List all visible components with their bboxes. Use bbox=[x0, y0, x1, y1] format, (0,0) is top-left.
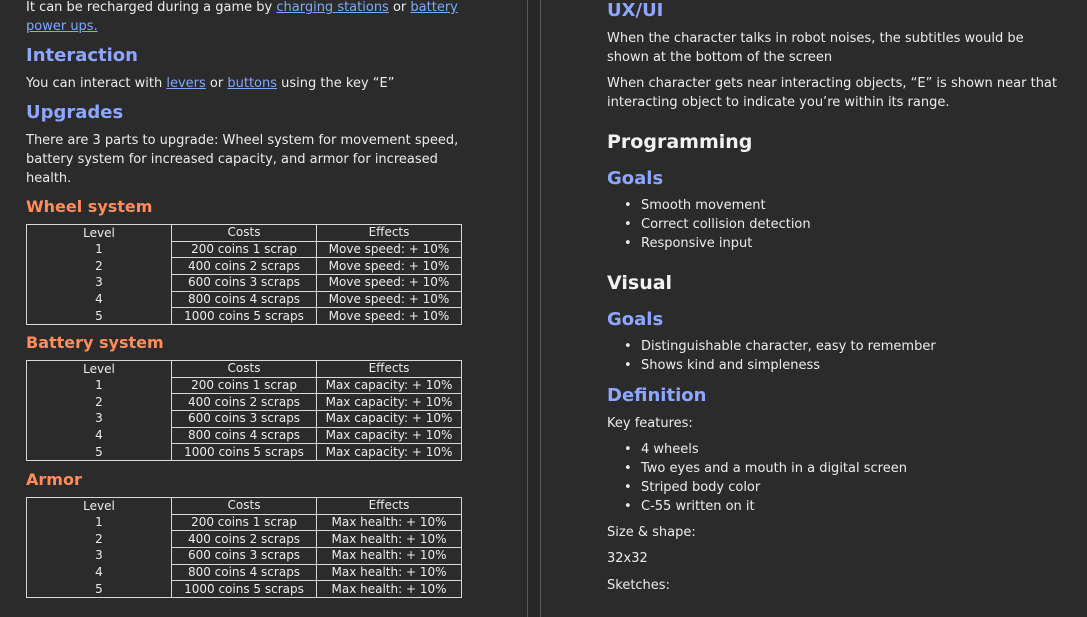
charging-stations-link[interactable]: charging stations bbox=[276, 0, 389, 15]
header-costs: Costs bbox=[172, 361, 317, 378]
cell-cost: 200 coins 1 scrap bbox=[172, 241, 317, 258]
cell-level: 3 bbox=[27, 548, 172, 565]
cell-cost: 1000 coins 5 scraps bbox=[172, 444, 317, 461]
list-item: • Shows kind and simpleness bbox=[624, 356, 936, 375]
table-header-row bbox=[27, 225, 462, 242]
cell-cost: 200 coins 1 scrap bbox=[172, 377, 317, 394]
divider-left bbox=[527, 0, 528, 617]
interaction-paragraph bbox=[26, 74, 394, 93]
visual-goals-list bbox=[624, 337, 936, 375]
header-level: Level bbox=[27, 361, 172, 378]
upgrades-line-1: There are 3 parts to upgrade: Wheel system for movement speed, bbox=[26, 133, 459, 148]
cell-level: 5 bbox=[27, 581, 172, 598]
header-level: Level bbox=[27, 225, 172, 242]
uxui-heading: UX/UI bbox=[607, 0, 664, 21]
cell-level: 1 bbox=[27, 514, 172, 531]
upgrades-line-3: health. bbox=[26, 171, 72, 186]
battery-system-table bbox=[26, 360, 462, 461]
cell-effect: Move speed: + 10% bbox=[317, 308, 462, 325]
cell-cost: 600 coins 3 scraps bbox=[172, 548, 317, 565]
cell-effect: Max capacity: + 10% bbox=[317, 411, 462, 428]
list-item: • Correct collision detection bbox=[624, 215, 811, 234]
cell-effect: Max capacity: + 10% bbox=[317, 377, 462, 394]
header-effects: Effects bbox=[317, 498, 462, 515]
table-header-row bbox=[27, 498, 462, 515]
table-row bbox=[27, 275, 462, 292]
table-row bbox=[27, 241, 462, 258]
cell-cost: 200 coins 1 scrap bbox=[172, 514, 317, 531]
battery-link[interactable]: battery bbox=[410, 0, 458, 15]
cell-effect: Move speed: + 10% bbox=[317, 275, 462, 292]
table-row bbox=[27, 377, 462, 394]
size-value: 32x32 bbox=[607, 551, 648, 566]
programming-goals-list bbox=[624, 196, 811, 253]
cell-effect: Move speed: + 10% bbox=[317, 241, 462, 258]
cell-cost: 1000 coins 5 scraps bbox=[172, 581, 317, 598]
power-ups-link[interactable]: power ups. bbox=[26, 19, 98, 34]
cell-cost: 400 coins 2 scraps bbox=[172, 258, 317, 275]
column-gutter bbox=[528, 0, 540, 617]
visual-goals-heading: Goals bbox=[607, 309, 664, 330]
definition-heading: Definition bbox=[607, 385, 707, 406]
header-level: Level bbox=[27, 498, 172, 515]
cell-level: 4 bbox=[27, 427, 172, 444]
programming-heading: Programming bbox=[607, 131, 753, 153]
list-item: • Striped body color bbox=[624, 478, 907, 497]
header-effects: Effects bbox=[317, 361, 462, 378]
cell-effect: Max capacity: + 10% bbox=[317, 444, 462, 461]
cell-level: 2 bbox=[27, 394, 172, 411]
cell-level: 4 bbox=[27, 564, 172, 581]
cell-cost: 800 coins 4 scraps bbox=[172, 427, 317, 444]
cell-level: 5 bbox=[27, 308, 172, 325]
cell-cost: 600 coins 3 scraps bbox=[172, 411, 317, 428]
table-row bbox=[27, 564, 462, 581]
cell-cost: 800 coins 4 scraps bbox=[172, 564, 317, 581]
list-item: • C-55 written on it bbox=[624, 497, 907, 516]
table-row bbox=[27, 291, 462, 308]
cell-level: 1 bbox=[27, 241, 172, 258]
table-row bbox=[27, 444, 462, 461]
cell-effect: Max capacity: + 10% bbox=[317, 394, 462, 411]
armor-heading: Armor bbox=[26, 470, 82, 489]
upgrades-line-2: battery system for increased capacity, and armor for increased bbox=[26, 152, 438, 167]
table-row bbox=[27, 531, 462, 548]
uxui-p1-line1: When the character talks in robot noises, the subtitles would be bbox=[607, 31, 1024, 46]
interaction-or: or bbox=[205, 76, 228, 91]
uxui-p2-line2: interacting object to indicate you’re within its range. bbox=[607, 95, 950, 110]
cell-cost: 1000 coins 5 scraps bbox=[172, 308, 317, 325]
cell-effect: Max health: + 10% bbox=[317, 531, 462, 548]
header-costs: Costs bbox=[172, 225, 317, 242]
table-row bbox=[27, 427, 462, 444]
cell-level: 3 bbox=[27, 275, 172, 292]
cell-level: 4 bbox=[27, 291, 172, 308]
list-item: • Smooth movement bbox=[624, 196, 811, 215]
list-item: • Two eyes and a mouth in a digital screen bbox=[624, 459, 907, 478]
cell-level: 2 bbox=[27, 531, 172, 548]
interaction-key-text: using the key “E” bbox=[277, 76, 395, 91]
key-features-label: Key features: bbox=[607, 416, 693, 431]
cell-level: 1 bbox=[27, 377, 172, 394]
battery-system-heading: Battery system bbox=[26, 333, 164, 352]
table-header-row bbox=[27, 361, 462, 378]
levers-link[interactable]: levers bbox=[166, 76, 206, 91]
cell-cost: 400 coins 2 scraps bbox=[172, 531, 317, 548]
recharge-paragraph-line2 bbox=[26, 17, 98, 36]
cell-level: 2 bbox=[27, 258, 172, 275]
armor-table bbox=[26, 497, 462, 598]
programming-goals-heading: Goals bbox=[607, 168, 664, 189]
uxui-p2-line1: When character gets near interacting objects, “E” is shown near that bbox=[607, 76, 1057, 91]
cell-effect: Max health: + 10% bbox=[317, 564, 462, 581]
table-row bbox=[27, 258, 462, 275]
cell-cost: 800 coins 4 scraps bbox=[172, 291, 317, 308]
cell-effect: Max health: + 10% bbox=[317, 514, 462, 531]
header-costs: Costs bbox=[172, 498, 317, 515]
recharge-paragraph bbox=[26, 0, 458, 17]
table-row bbox=[27, 514, 462, 531]
list-item: • 4 wheels bbox=[624, 440, 907, 459]
cell-level: 3 bbox=[27, 411, 172, 428]
key-features-list bbox=[624, 440, 907, 516]
cell-cost: 600 coins 3 scraps bbox=[172, 275, 317, 292]
table-row bbox=[27, 308, 462, 325]
table-row bbox=[27, 411, 462, 428]
visual-heading: Visual bbox=[607, 272, 673, 294]
interaction-heading: Interaction bbox=[26, 45, 138, 66]
recharge-or: or bbox=[388, 0, 411, 15]
size-shape-label: Size & shape: bbox=[607, 525, 696, 540]
table-row bbox=[27, 394, 462, 411]
cell-level: 5 bbox=[27, 444, 172, 461]
uxui-p1-line2: shown at the bottom of the screen bbox=[607, 50, 833, 65]
cell-cost: 400 coins 2 scraps bbox=[172, 394, 317, 411]
wheel-system-table bbox=[26, 224, 462, 325]
cell-effect: Max capacity: + 10% bbox=[317, 427, 462, 444]
recharge-text: It can be recharged during a game by bbox=[26, 0, 277, 15]
table-row bbox=[27, 548, 462, 565]
sketches-label: Sketches: bbox=[607, 578, 670, 593]
header-effects: Effects bbox=[317, 225, 462, 242]
interaction-text: You can interact with bbox=[26, 76, 167, 91]
cell-effect: Max health: + 10% bbox=[317, 548, 462, 565]
list-item: • Responsive input bbox=[624, 234, 811, 253]
upgrades-heading: Upgrades bbox=[26, 102, 124, 123]
cell-effect: Move speed: + 10% bbox=[317, 291, 462, 308]
table-row bbox=[27, 581, 462, 598]
wheel-system-heading: Wheel system bbox=[26, 197, 153, 216]
cell-effect: Max health: + 10% bbox=[317, 581, 462, 598]
buttons-link[interactable]: buttons bbox=[227, 76, 278, 91]
list-item: • Distinguishable character, easy to remember bbox=[624, 337, 936, 356]
cell-effect: Move speed: + 10% bbox=[317, 258, 462, 275]
